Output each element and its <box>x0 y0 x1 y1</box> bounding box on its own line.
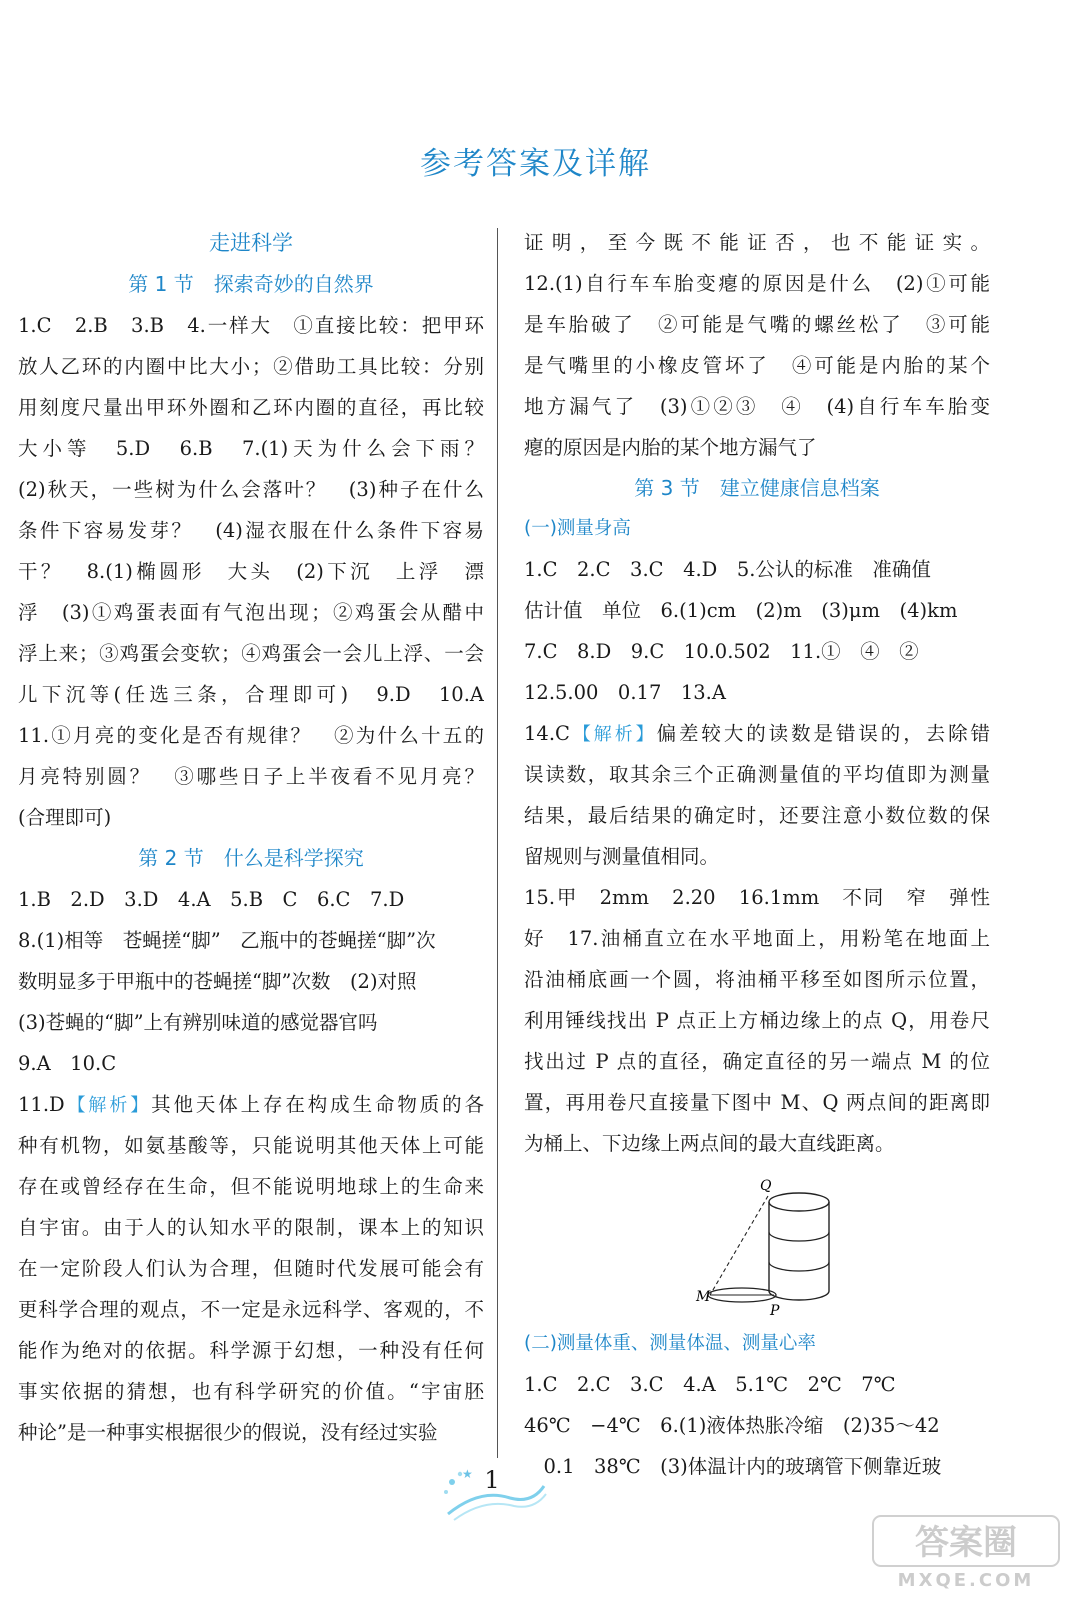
answer-line: (3)苍蝇的“脚”上有辨别味道的感觉器官吗 <box>18 1011 378 1034</box>
answer-line: 月亮特别圆？ ③哪些日子上半夜看不见月亮？ <box>18 765 484 788</box>
label-q: Q <box>760 1178 772 1194</box>
column-divider <box>497 228 498 1458</box>
section-2-answers <box>18 879 484 1084</box>
answer-line: 15.甲 2mm 2.20 16.1mm 不同 窄 弹性 <box>524 886 990 909</box>
answer-line: 沿油桶底画一个圆，将油桶平移至如图所示位置， <box>524 968 990 991</box>
answer-line: (2)秋天，一些树为什么会落叶？ (3)种子在什么 <box>18 478 484 501</box>
q15-17-answers <box>524 877 990 1164</box>
answer-line: 自宇宙。由于人的认知水平的限制，课本上的知识 <box>18 1216 484 1239</box>
answer-line: 在一定阶段人们认为合理，但随时代发展可能会有 <box>18 1257 484 1280</box>
q11-prefix: 11.D <box>18 1093 65 1116</box>
subsection-1-answers <box>524 549 990 713</box>
answer-line: 7.C 8.D 9.C 10.0.502 11.① ④ ② <box>524 640 919 663</box>
answer-line: 浮 (3)①鸡蛋表面有气泡出现；②鸡蛋会从醋中 <box>18 601 484 624</box>
answer-line: 1.B 2.D 3.D 4.A 5.B C 6.C 7.D <box>18 888 405 911</box>
answer-line: 8.(1)相等 苍蝇搓“脚” 乙瓶中的苍蝇搓“脚”次 <box>18 929 436 952</box>
q11-first: 其他天体上存在构成生命物质的各 <box>151 1093 484 1116</box>
answer-line: 证明，至今既不能证否，也不能证实。 <box>524 231 990 254</box>
oil-barrel-figure <box>524 1164 990 1324</box>
answer-line: 12.(1)自行车车胎变瘪的原因是什么 (2)①可能 <box>524 272 990 295</box>
q14-first: 偏差较大的读数是错误的，去除错 <box>656 722 990 745</box>
answer-line: 找出过 P 点的直径，确定直径的另一端点 M 的位 <box>524 1050 990 1073</box>
subsection-2-answers <box>524 1364 990 1487</box>
answer-line: 1.C 2.C 3.C 4.D 5.公认的标准 准确值 <box>524 558 931 581</box>
answer-line: 条件下容易发芽？ (4)湿衣服在什么条件下容易 <box>18 519 484 542</box>
answer-line: 儿下沉等(任选三条，合理即可) 9.D 10.A <box>18 683 484 706</box>
label-p: P <box>770 1303 780 1319</box>
left-column <box>18 222 484 1453</box>
watermark-graphic <box>871 1512 1061 1592</box>
answer-line: 更科学合理的观点，不一定是永远科学、客观的，不 <box>18 1298 484 1321</box>
section-1-title: 第 1 节 探索奇妙的自然界 <box>128 272 374 296</box>
page-number-badge <box>440 1458 550 1528</box>
q14-prefix: 14.C <box>524 722 570 745</box>
answer-line: (合理即可) <box>18 806 112 829</box>
answer-line: 大小等 5.D 6.B 7.(1)天为什么会下雨？ <box>18 437 484 460</box>
answer-line: 种有机物，如氨基酸等，只能说明其他天体上可能 <box>18 1134 484 1157</box>
subsection-1-title: (一)测量身高 <box>524 518 631 539</box>
analysis-tag: 【解析】 <box>64 1095 152 1116</box>
answer-line: 浮上来；③鸡蛋会变软；④鸡蛋会一会儿上浮、一会 <box>18 642 484 665</box>
answer-line: 用刻度尺量出甲环外圈和乙环内圈的直径，再比较 <box>18 396 484 419</box>
answer-line: 1.C 2.B 3.B 4.一样大 ①直接比较：把甲环 <box>18 314 484 337</box>
subsection-2-title: (二)测量体重、测量体温、测量心率 <box>524 1333 816 1354</box>
answer-line: 瘪的原因是内胎的某个地方漏气了 <box>524 436 817 459</box>
answer-line: 利用锤线找出 P 点正上方桶边缘上的点 Q，用卷尺 <box>524 1009 990 1032</box>
answer-line: 干？ 8.(1)椭圆形 大头 (2)下沉 上浮 漂 <box>18 560 484 583</box>
q14-explanation <box>524 754 990 877</box>
label-m: M <box>696 1289 711 1305</box>
answer-line: 误读数，取其余三个正确测量值的平均值即为测量 <box>524 763 990 786</box>
q11-explanation <box>18 1125 484 1453</box>
answer-line: 放人乙环的内圈中比大小；②借助工具比较：分别 <box>18 355 484 378</box>
svg-text:★: ★ <box>462 1467 473 1481</box>
watermark-url: MXQE.COM <box>897 1570 1035 1591</box>
answer-line: 9.A 10.C <box>18 1052 117 1075</box>
watermark-logo <box>871 1512 1061 1592</box>
answer-line: 好 17.油桶直立在水平地面上，用粉笔在地面上 <box>524 927 990 950</box>
answer-line: 估计值 单位 6.(1)cm (2)m (3)μm (4)km <box>524 599 958 622</box>
answer-line-q14 <box>524 713 990 754</box>
answer-line: 为桶上、下边缘上两点间的最大直线距离。 <box>524 1132 895 1155</box>
analysis-tag: 【解析】 <box>569 724 657 745</box>
barrel-diagram <box>524 1164 990 1324</box>
answer-line: 种论”是一种事实根据很少的假说，没有经过实验 <box>18 1421 438 1444</box>
answer-line: 是车胎破了 ②可能是气嘴的螺丝松了 ③可能 <box>524 313 990 336</box>
page-title: 参考答案及详解 <box>420 146 651 182</box>
q12-answers <box>524 222 990 468</box>
answer-line: 能作为绝对的依据。科学源于幻想，一种没有任何 <box>18 1339 484 1362</box>
section-1-answers <box>18 305 484 838</box>
answer-line: 置，再用卷尺直接量下图中 M、Q 两点间的距离即 <box>524 1091 990 1114</box>
page-number: 1 <box>484 1466 500 1494</box>
answer-line: 1.C 2.C 3.C 4.A 5.1℃ 2℃ 7℃ <box>524 1373 896 1396</box>
answer-line: 0.1 38℃ (3)体温计内的玻璃管下侧靠近玻 <box>524 1455 942 1478</box>
chapter-title: 走进科学 <box>209 231 293 255</box>
watermark-text: 答案圈 <box>915 1523 1017 1563</box>
answer-line: 11.①月亮的变化是否有规律？ ②为什么十五的 <box>18 724 484 747</box>
answer-line: 结果，最后结果的确定时，还要注意小数位数的保 <box>524 804 990 827</box>
section-3-title: 第 3 节 建立健康信息档案 <box>634 476 880 500</box>
answer-line: 46℃ −4℃ 6.(1)液体热胀冷缩 (2)35～42 <box>524 1414 940 1437</box>
section-2-title: 第 2 节 什么是科学探究 <box>138 846 364 870</box>
answer-line: 留规则与测量值相同。 <box>524 845 720 868</box>
answer-line: 事实依据的猜想，也有科学研究的价值。“宇宙胚 <box>18 1380 484 1403</box>
answer-line: 是气嘴里的小橡皮管坏了 ④可能是内胎的某个 <box>524 354 990 377</box>
answer-line-q11 <box>18 1084 484 1125</box>
answer-line: 地方漏气了 (3)①②③ ④ (4)自行车车胎变 <box>524 395 990 418</box>
answer-line: 存在或曾经存在生命，但不能说明地球上的生命来 <box>18 1175 484 1198</box>
right-column <box>524 222 990 1487</box>
answer-line: 数明显多于甲瓶中的苍蝇搓“脚”次数 (2)对照 <box>18 970 417 993</box>
answer-line: 12.5.00 0.17 13.A <box>524 681 726 704</box>
